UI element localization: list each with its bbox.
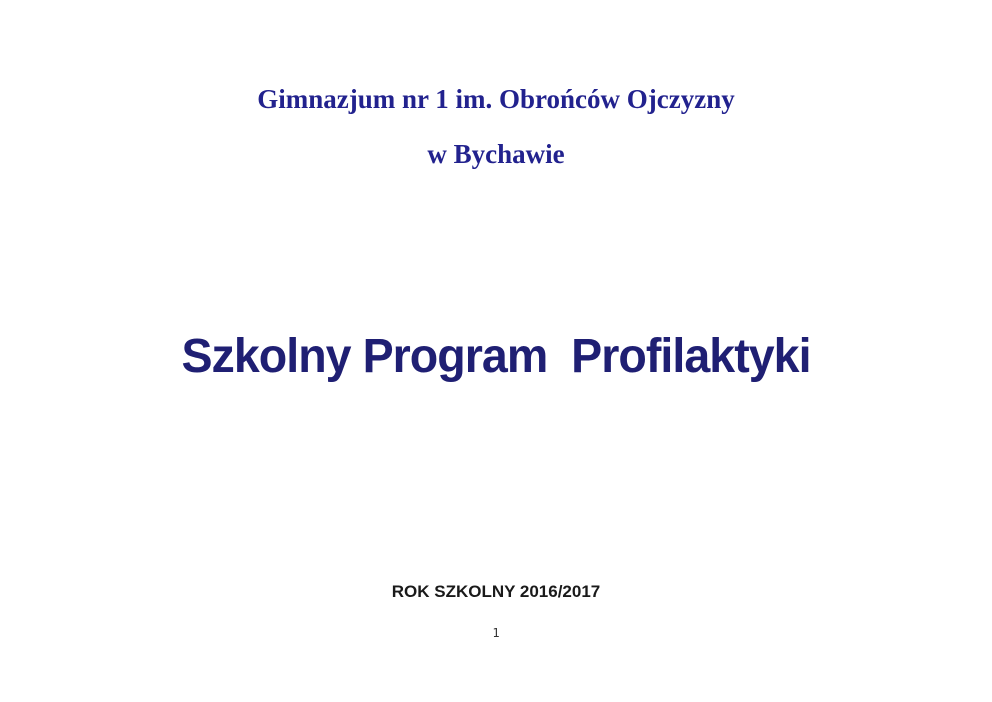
document-title: Szkolny Program Profilaktyki: [181, 330, 811, 383]
page-number: 1: [492, 626, 500, 640]
document-header: [0, 86, 992, 168]
school-year-label: ROK SZKOLNY 2016/2017: [391, 582, 601, 601]
school-location-heading: w Bychawie: [427, 139, 565, 169]
school-name-heading: Gimnazjum nr 1 im. Obrońców Ojczyzny: [257, 84, 735, 114]
